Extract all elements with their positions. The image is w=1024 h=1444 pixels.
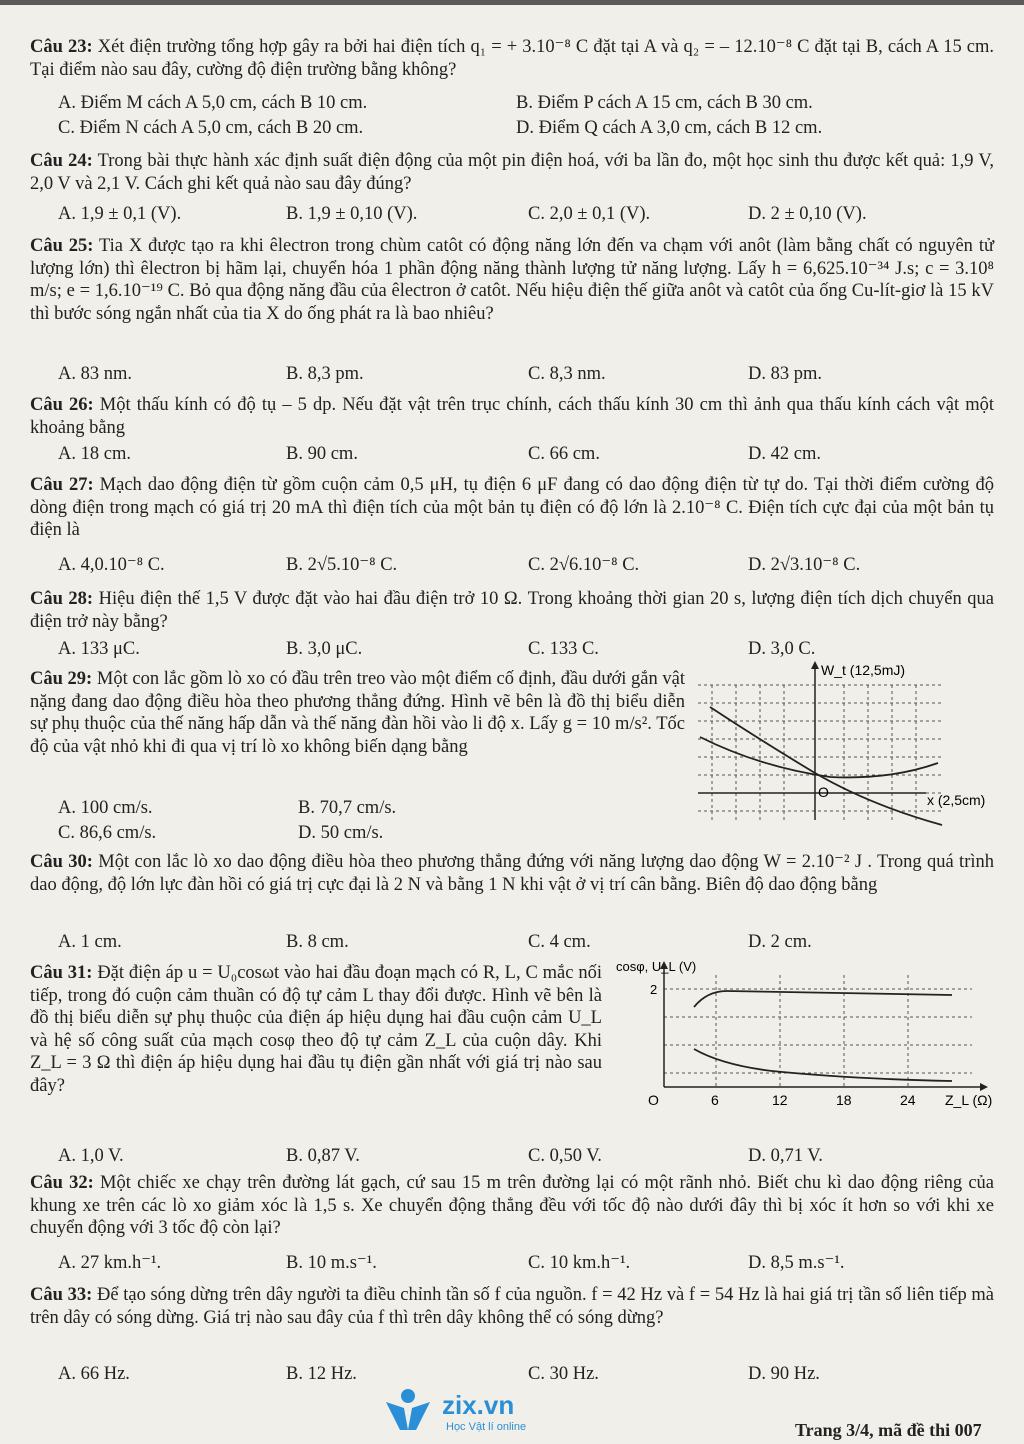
option-d[interactable]: D. 0,71 V.: [748, 1146, 823, 1166]
option-b[interactable]: B. 10 m.s⁻¹.: [286, 1253, 377, 1273]
option-a[interactable]: A. 83 nm.: [58, 364, 132, 384]
logo-person-icon: [380, 1386, 570, 1436]
question-text: Đặt điện áp u = U₀cosωt vào hai đầu đoạn mạch có R, L, C mắc nối tiếp, trong đó cuộn cảm thuần có độ tự cảm L thay đổi được. Hình vẽ bên là đồ thị biểu diễn sự phụ thuộc của điện áp hiệu dụng hai đầu cuộn cảm U_L và hệ số công suất của mạch cosφ theo độ tự cảm Z_L của cuộn dây. Khi Z_L = 3 Ω thì điện áp hiệu dụng hai đầu tụ điện gần nhất với giá trị nào sau đây?: [30, 963, 602, 1096]
question-text: Một con lắc gồm lò xo có đầu trên treo vào một điểm cố định, đầu dưới gắn vật nặng đang dao động điều hòa theo phương thẳng đứng. Hình vẽ bên là đồ thị biểu diễn sự phụ thuộc của thế năng hấp dẫn và thế năng đàn hồi vào li độ x. Lấy g = 10 m/s². Tốc độ của vật nhỏ khi đi qua vị trí lò xo không biến dạng bằng: [30, 669, 686, 757]
question-label: Câu 31:: [30, 963, 93, 983]
question-31: [30, 962, 602, 1097]
question-label: Câu 28:: [30, 589, 94, 609]
option-b[interactable]: B. 8 cm.: [286, 932, 349, 952]
y-tick-2: 2: [650, 982, 658, 997]
question-29: [30, 668, 685, 758]
x-axis-label: Z_L (Ω): [945, 1092, 993, 1108]
option-d[interactable]: D. Điểm Q cách A 3,0 cm, cách B 12 cm.: [516, 118, 823, 138]
option-d[interactable]: D. 90 Hz.: [748, 1364, 820, 1384]
option-b[interactable]: B. 0,87 V.: [286, 1146, 360, 1166]
logo-tagline: Học Vật lí online: [446, 1421, 527, 1433]
question-text: Tia X được tạo ra khi êlectron trong chùm catôt có động năng lớn đến va chạm với anôt (làm bằng chất có nguyên tử lượng lớn) thì êlectron bị hãm lại, chuyển hóa 1 phần động năng thành lượng tử năng lượng. Lấy h = 6,625.10⁻³⁴ J.s; c = 3.10⁸ m/s; e = 1,6.10⁻¹⁹ C. Bỏ qua động năng đầu của êlectron ở catôt. Nếu hiệu điện thế giữa anôt và catôt của ống Cu-lít-giơ là 15 kV thì bước sóng ngắn nhất của tia X do ống phát ra là bao nhiêu?: [30, 236, 994, 324]
gravity-potential-line: [710, 707, 942, 825]
question-text: Một chiếc xe chạy trên đường lát gạch, cứ sau 15 m trên đường lại có một rãnh nhỏ. Biết chu kì dao động riêng của khung xe trên các lò xo giảm xóc là 1,5 s. Xe chuyển động thẳng đều với tốc độ nào dưới đây thì bị xóc ít hơn so với khi xe chuyển động với 3 tốc độ còn lại?: [30, 1173, 995, 1238]
origin-label: O: [818, 784, 829, 800]
question-text: Hiệu điện thế 1,5 V được đặt vào hai đầu điện trở 10 Ω. Trong khoảng thời gian 20 s, lượng điện tích dịch chuyển qua điện trở này bằng?: [30, 589, 994, 632]
option-c[interactable]: C. 8,3 nm.: [528, 364, 606, 384]
origin-label: O: [648, 1092, 659, 1108]
question-text: Trong bài thực hành xác định suất điện động của một pin điện hoá, với ba lần đo, một học sinh thu được kết quả: 1,9 V, 2,0 V và 2,1 V. Cách ghi kết quả nào sau đây đúng?: [30, 151, 994, 194]
option-a[interactable]: A. 4,0.10⁻⁸ C.: [58, 555, 165, 575]
option-b[interactable]: B. 70,7 cm/s.: [298, 798, 397, 818]
option-c[interactable]: C. 30 Hz.: [528, 1364, 599, 1384]
question-label: Câu 25:: [30, 236, 94, 256]
question-label: Câu 30:: [30, 852, 93, 872]
option-a[interactable]: A. 1 cm.: [58, 932, 122, 952]
question-text: Để tạo sóng dừng trên dây người ta điều chỉnh tần số f của nguồn. f = 42 Hz và f = 54 Hz là hai giá trị tần số liên tiếp mà trên dây có sóng dừng. Giá trị nào sau đây của f thì trên dây không thể có sóng dừng?: [30, 1285, 995, 1328]
question-27: [30, 474, 994, 542]
question-24: [30, 150, 994, 195]
option-b[interactable]: B. Điểm P cách A 15 cm, cách B 30 cm.: [516, 93, 813, 113]
option-a[interactable]: A. 1,0 V.: [58, 1146, 124, 1166]
option-a[interactable]: A. 18 cm.: [58, 444, 131, 464]
ul-curve: [694, 991, 952, 1007]
cos-phi-curve: [694, 1049, 952, 1081]
x-tick-18: 18: [836, 1092, 852, 1108]
y-axis-arrow: [811, 661, 819, 669]
question-label: Câu 29:: [30, 669, 93, 689]
x-tick-12: 12: [772, 1092, 788, 1108]
question-text: Một thấu kính có độ tụ – 5 dp. Nếu đặt vật trên trục chính, cách thấu kính 30 cm thì ảnh qua thấu kính cách vật một khoảng bằng: [30, 395, 995, 438]
question-26: [30, 394, 994, 439]
question-label: Câu 23:: [30, 37, 93, 57]
option-c[interactable]: C. 133 C.: [528, 639, 599, 659]
option-c[interactable]: C. 2√6.10⁻⁸ C.: [528, 555, 640, 575]
question-28: [30, 588, 994, 633]
option-c[interactable]: C. 10 km.h⁻¹.: [528, 1253, 631, 1273]
y-axis-label: W_t (12,5mJ): [821, 662, 906, 678]
option-d[interactable]: D. 50 cm/s.: [298, 823, 384, 843]
x-tick-24: 24: [900, 1092, 916, 1108]
top-border: [0, 0, 1024, 5]
question-label: Câu 33:: [30, 1285, 93, 1305]
question-label: Câu 32:: [30, 1173, 94, 1193]
option-c[interactable]: C. 0,50 V.: [528, 1146, 602, 1166]
option-a[interactable]: A. 27 km.h⁻¹.: [58, 1253, 162, 1273]
option-b[interactable]: B. 2√5.10⁻⁸ C.: [286, 555, 398, 575]
option-c[interactable]: C. 66 cm.: [528, 444, 600, 464]
option-b[interactable]: B. 3,0 μC.: [286, 639, 363, 659]
question-33: [30, 1284, 994, 1329]
x-axis-arrow: [980, 1083, 988, 1091]
option-b[interactable]: B. 1,9 ± 0,10 (V).: [286, 204, 418, 224]
logo-brand: zix.vn: [442, 1390, 515, 1420]
option-a[interactable]: A. 133 μC.: [58, 639, 140, 659]
option-a[interactable]: A. 1,9 ± 0,1 (V).: [58, 204, 182, 224]
option-c[interactable]: C. Điểm N cách A 5,0 cm, cách B 20 cm.: [58, 118, 364, 138]
option-a[interactable]: A. 66 Hz.: [58, 1364, 130, 1384]
option-c[interactable]: C. 4 cm.: [528, 932, 591, 952]
page-footer: Trang 3/4, mã đề thi 007: [795, 1420, 982, 1440]
option-c[interactable]: C. 86,6 cm/s.: [58, 823, 157, 843]
option-d[interactable]: D. 8,5 m.s⁻¹.: [748, 1253, 845, 1273]
question-label: Câu 27:: [30, 475, 94, 495]
figure-31-graph: [612, 955, 1022, 1115]
option-d[interactable]: D. 3,0 C.: [748, 639, 816, 659]
figure-29-graph: [690, 655, 1000, 830]
question-23: [30, 36, 994, 81]
question-32: [30, 1172, 994, 1240]
x-axis-label: x (2,5cm): [927, 792, 986, 808]
option-a[interactable]: A. 100 cm/s.: [58, 798, 153, 818]
option-b[interactable]: B. 8,3 pm.: [286, 364, 364, 384]
question-text: Xét điện trường tổng hợp gây ra bởi hai điện tích q₁ = + 3.10⁻⁸ C đặt tại A và q₂ = – 12.10⁻⁸ C đặt tại B, cách A 15 cm. Tại điểm nào sau đây, cường độ điện trường bằng không?: [30, 37, 995, 80]
y-axis-label: cosφ, U_L (V): [616, 959, 697, 974]
option-a[interactable]: A. Điểm M cách A 5,0 cm, cách B 10 cm.: [58, 93, 368, 113]
option-d[interactable]: D. 2 ± 0,10 (V).: [748, 204, 867, 224]
question-30: [30, 851, 994, 896]
question-label: Câu 26:: [30, 395, 94, 415]
question-25: [30, 235, 994, 325]
option-d[interactable]: D. 83 pm.: [748, 364, 822, 384]
question-text: Mạch dao động điện từ gồm cuộn cảm 0,5 μH, tụ điện 6 μF đang có dao động điện từ tự do. Tại thời điểm cường độ dòng điện trong mạch có giá trị 20 mA thì điện tích của một bản tụ điện có độ lớn là 2.10⁻⁸ C. Điện tích cực đại của một bản tụ điện là: [30, 475, 995, 540]
x-tick-6: 6: [711, 1092, 719, 1108]
question-text: Một con lắc lò xo dao động điều hòa theo phương thẳng đứng với năng lượng dao động W = 2.10⁻² J . Trong quá trình dao động, độ lớn lực đàn hồi có giá trị cực đại là 2 N và bằng 1 N khi vật ở vị trí cân bằng. Biên độ dao động bằng: [30, 852, 994, 895]
question-label: Câu 24:: [30, 151, 93, 171]
option-c[interactable]: C. 2,0 ± 0,1 (V).: [528, 204, 651, 224]
zix-logo[interactable]: [380, 1386, 570, 1436]
option-b[interactable]: B. 90 cm.: [286, 444, 358, 464]
option-d[interactable]: D. 42 cm.: [748, 444, 821, 464]
option-d[interactable]: D. 2 cm.: [748, 932, 812, 952]
option-b[interactable]: B. 12 Hz.: [286, 1364, 357, 1384]
option-d[interactable]: D. 2√3.10⁻⁸ C.: [748, 555, 861, 575]
